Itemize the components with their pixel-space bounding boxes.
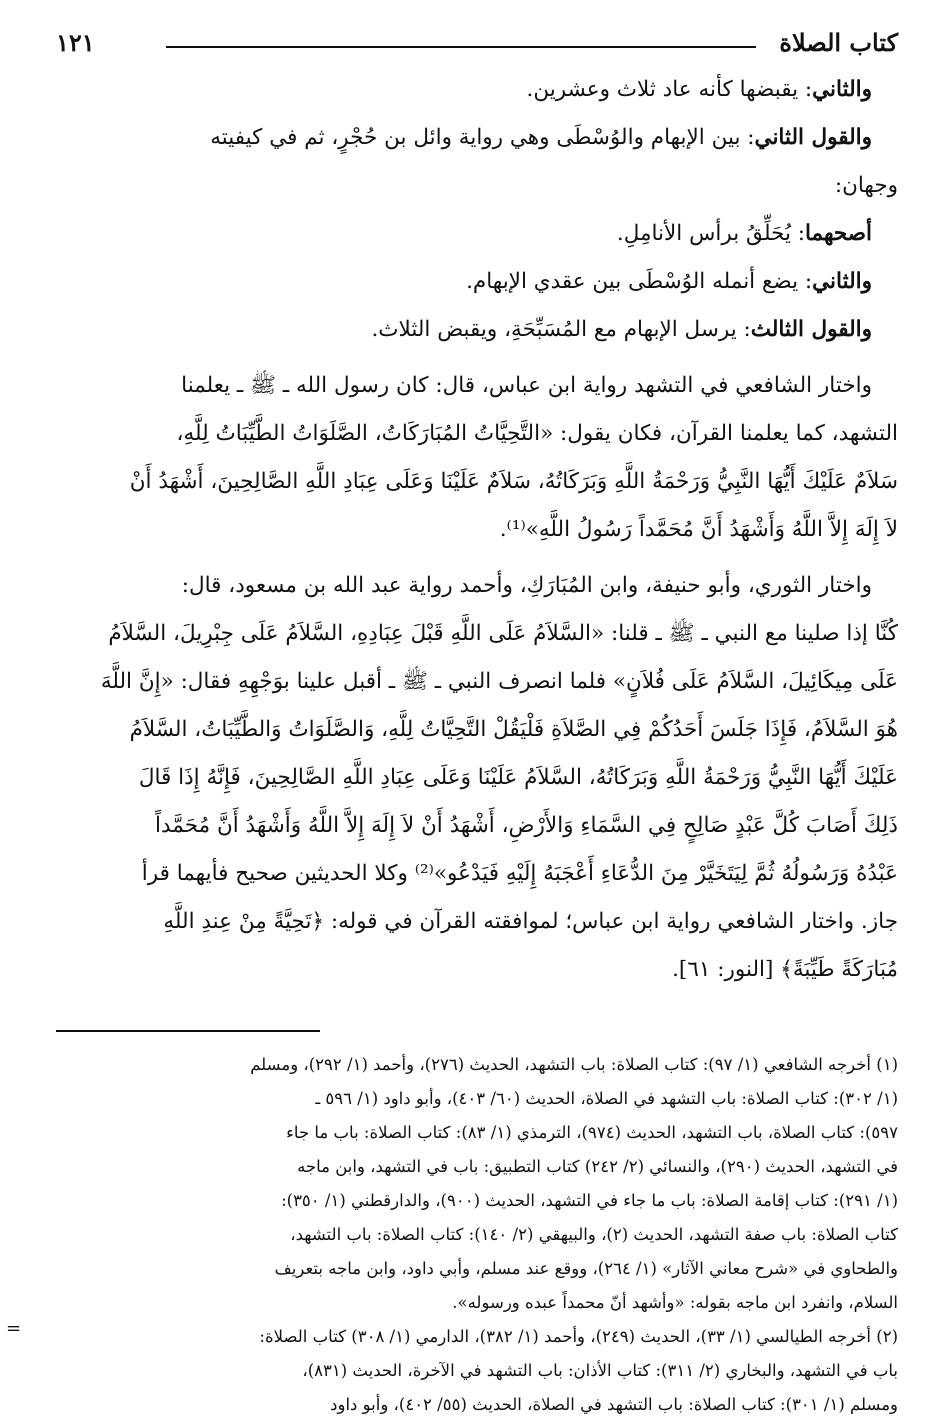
line-text: : بين الإبهام والوُسْطَى وهي رواية وائل بن حُجْرٍ، ثم في كيفيته xyxy=(210,125,755,150)
line-text: : يُحَلِّقُ برأس الأنامِلِ. xyxy=(616,221,805,246)
footnote-line: ٥٩٧): كتاب الصلاة، باب التشهد، الحديث (٩٧٤)، الترمذي (١/ ٨٣): كتاب الصلاة: باب ما جاء xyxy=(286,1123,898,1142)
footnotes xyxy=(56,1048,898,1422)
footnote-line: (٢) أخرجه الطيالسي (١/ ٣٣)، الحديث (٢٤٩)، وأحمد (١/ ٣٨٢)، الدارمي (١/ ٣٠٨) كتاب الصلاة: xyxy=(259,1327,898,1346)
text-line: واختار الشافعي في التشهد رواية ابن عباس، قال: كان رسول الله ـ ﷺ ـ يعلمنا xyxy=(181,373,872,398)
line-label: والثاني xyxy=(812,269,872,294)
text-line: وجهان: xyxy=(834,173,898,198)
text-line xyxy=(56,306,898,354)
line-text: : يرسل الإبهام مع المُسَبِّحَةِ، ويقبض الثلاث. xyxy=(371,317,751,342)
paragraph-shafii xyxy=(56,362,898,554)
page-number: ١٢١ xyxy=(56,28,95,57)
text-line: عَلَى مِيكَائِيلَ، السَّلاَمُ عَلَى فُلاَنٍ» فلما انصرف النبي ـ ﷺ ـ أقبل علينا بوَجْهِهِ فقال: «إِنَّ اللَّهَ xyxy=(100,669,898,694)
text-line: لاَ إِلَهَ إِلاَّ اللَّهُ وَأَشْهَدُ أَنَّ مُحَمَّداً رَسُولُ اللَّهِ»⁽¹⁾. xyxy=(499,517,898,542)
paragraph-thawri xyxy=(56,562,898,994)
running-header xyxy=(56,28,898,62)
line-label: والثاني xyxy=(812,77,872,102)
text-line: سَلاَمٌ عَلَيْكَ أَيُّهَا النَّبِيُّ وَرَحْمَةُ اللَّهِ وَبَرَكَاتُهُ، سَلاَمٌ عَلَيْنَا وَعَلَى عِبَادِ اللَّهِ الصَّالِحِينَ، أَشْهَدُ أَنْ xyxy=(129,469,898,494)
text-line xyxy=(56,114,898,162)
text-line: جاز. واختار الشافعي رواية ابن عباس؛ لموافقته القرآن في قوله: ﴿تَحِيَّةً مِنْ عِندِ اللَّهِ xyxy=(163,909,898,934)
footnote-line: (١/ ٢٩١): كتاب إقامة الصلاة: باب ما جاء في التشهد، الحديث (٩٠٠)، والدارقطني (١/ ٣٥٠): xyxy=(281,1191,898,1210)
footnote-line: (١) أخرجه الشافعي (١/ ٩٧): كتاب الصلاة: باب التشهد، الحديث (٢٧٦)، وأحمد (١/ ٢٩٢)، ومسلم xyxy=(250,1055,898,1074)
text-line: واختار الثوري، وأبو حنيفة، وابن المُبَارَكِ، وأحمد رواية عبد الله بن مسعود، قال: xyxy=(181,573,872,598)
line-label: أصحهما xyxy=(805,221,872,246)
footnote-line: في التشهد، الحديث (٢٩٠)، والنسائي (٢/ ٢٤٢) كتاب التطبيق: باب في التشهد، وابن ماجه xyxy=(297,1157,898,1176)
text-line xyxy=(56,66,898,114)
text-line xyxy=(56,210,898,258)
text-line: ذَلِكَ أَصَابَ كُلَّ عَبْدٍ صَالِحٍ فِي السَّمَاءِ وَالأَرْضِ، أَشْهَدُ أَنْ لاَ إِلَهَ إِلاَّ اللَّهُ وَأَشْهَدُ أَنَّ مُحَمَّداً xyxy=(155,813,898,838)
header-rule xyxy=(166,46,756,48)
chapter-title: كتاب الصلاة xyxy=(779,28,898,57)
main-text xyxy=(56,66,898,994)
footnote-line: السلام، وانفرد ابن ماجه بقوله: «وأشهد أنّ محمداً عبده ورسوله». xyxy=(452,1293,898,1312)
footnote-separator xyxy=(56,1030,320,1032)
text-line xyxy=(56,258,898,306)
line-text: : يقبضها كأنه عاد ثلاث وعشرين. xyxy=(526,77,813,102)
line-label: والقول الثالث xyxy=(750,317,872,342)
book-page xyxy=(56,28,898,1422)
footnote-line: ومسلم (١/ ٣٠١): كتاب الصلاة: باب التشهد في الصلاة، الحديث (٥٥/ ٤٠٢)، وأبو داود xyxy=(330,1395,898,1414)
text-line: كُنَّا إذا صلينا مع النبي ـ ﷺ ـ قلنا: «السَّلاَمُ عَلَى اللَّهِ قَبْلَ عِبَادِهِ، السَّلاَمُ عَلَى جِبْرِيلَ، السَّلاَمُ xyxy=(108,621,898,646)
text-line: عَبْدُهُ وَرَسُولُهُ ثُمَّ لِيَتَخَيَّرْ مِنَ الدُّعَاءِ أَعْجَبَهُ إِلَيْهِ فَيَدْعُو»⁽²⁾ وكلا الحديثين صحيح فأيهما قرأ xyxy=(141,861,898,886)
text-line: عَلَيْكَ أَيُّهَا النَّبِيُّ وَرَحْمَةُ اللَّهِ وَبَرَكَاتُهُ، السَّلاَمُ عَلَيْنَا وَعَلَى عِبَادِ اللَّهِ الصَّالِحِينَ، فَإِنَّهُ إِذَا قَالَ xyxy=(138,765,898,790)
continuation-mark: = xyxy=(6,1318,22,1339)
text-line: التشهد، كما يعلمنا القرآن، فكان يقول: «التَّحِيَّاتُ المُبَارَكَاتُ، الصَّلَوَاتُ الطَّيِّبَاتُ لِلَّهِ، xyxy=(176,421,898,446)
line-text: : يضع أنمله الوُسْطَى بين عقدي الإبهام. xyxy=(466,269,813,294)
text-line: هُوَ السَّلاَمُ، فَإِذَا جَلَسَ أَحَدُكُمْ فِي الصَّلاَةِ فَلْيَقُلْ التَّحِيَّاتُ لِلَّهِ، وَالصَّلَوَاتُ وَالطَّيِّبَاتُ، السَّلاَمُ xyxy=(129,717,898,742)
footnote-line: (١/ ٣٠٢): كتاب الصلاة: باب التشهد في الصلاة، الحديث (٦٠/ ٤٠٣)، وأبو داود (١/ ٥٩٦ ـ xyxy=(315,1089,898,1108)
text-line: مُبَارَكَةً طَيِّبَةً﴾ [النور: ٦١]. xyxy=(672,957,898,982)
line-label: والقول الثاني xyxy=(754,125,872,150)
footnote-line: كتاب الصلاة: باب صفة التشهد، الحديث (٢)، والبيهقي (٢/ ١٤٠): كتاب الصلاة: باب التشهد، xyxy=(290,1225,898,1244)
footnote-line: باب في التشهد، والبخاري (٢/ ٣١١): كتاب الأذان: باب التشهد في الآخرة، الحديث (٨٣١)، xyxy=(302,1361,898,1380)
footnote-line: والطحاوي في «شرح معاني الآثار» (١/ ٢٦٤)، ووقع عند مسلم، وأبي داود، وابن ماجه بتعريف xyxy=(274,1259,898,1278)
